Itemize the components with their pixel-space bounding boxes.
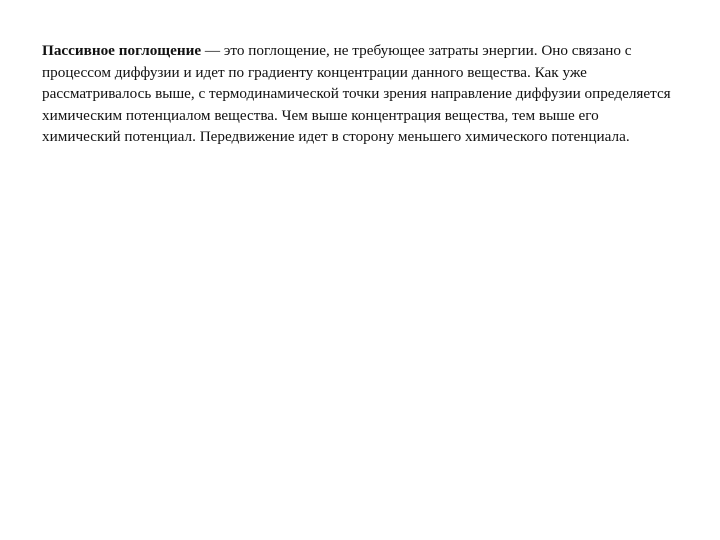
- term-heading: Пассивное поглощение: [42, 42, 202, 59]
- definition-paragraph: [42, 40, 678, 148]
- definition-text: — это поглощение, не требующее затраты энергии. Оно связано с процессом диффузии и идет по градиенту концентрации данного вещества. Как уже рассматривалось выше, с термодинамической точки зрения направление диффузии определяется химическим потенциалом вещества. Чем выше концентрация вещества, тем выше его химический потенциал. Передвижение идет в сторону меньшего химического потенциала.: [42, 42, 671, 145]
